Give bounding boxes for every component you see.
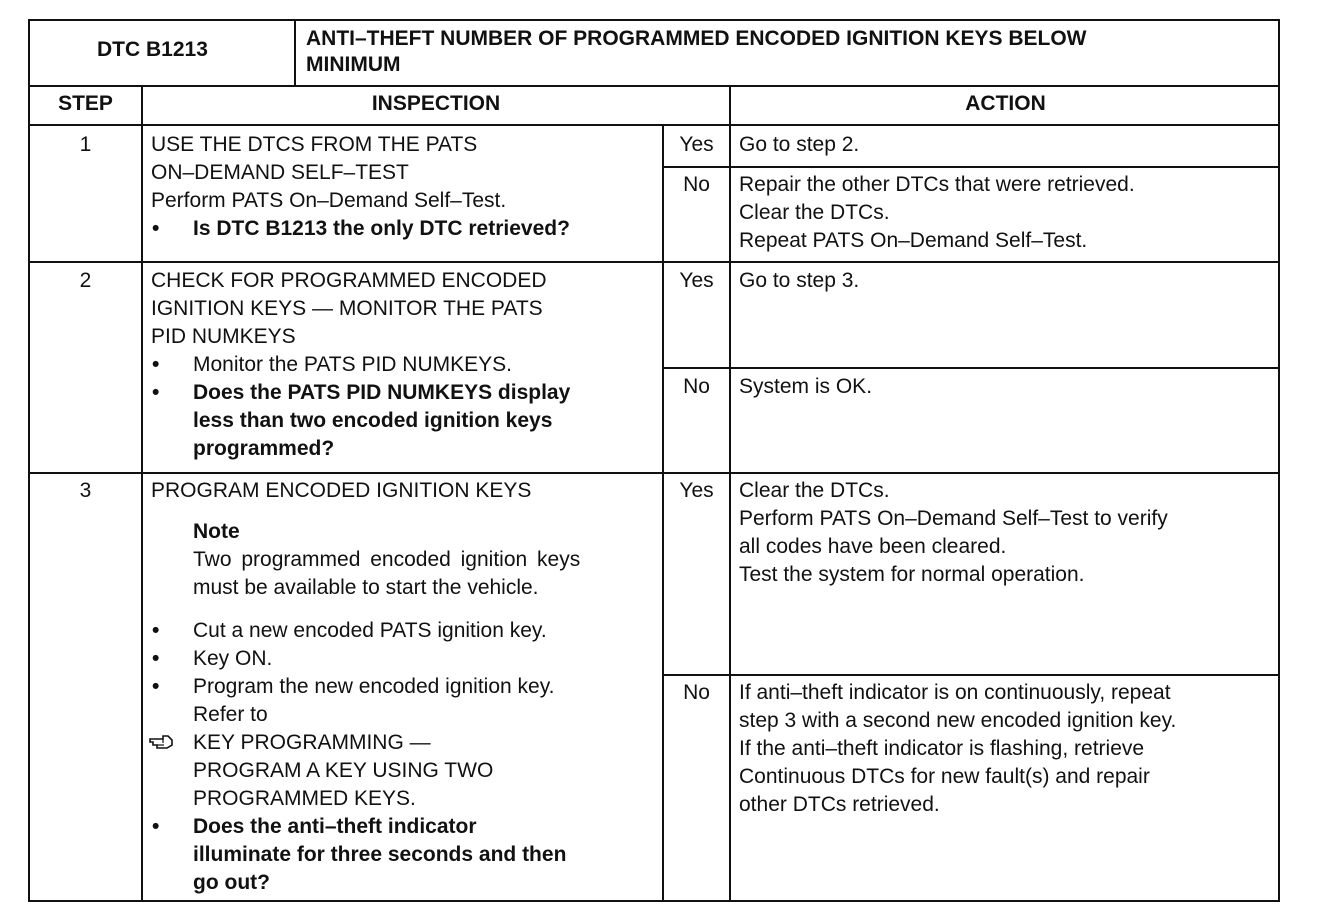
step-2-line2: IGNITION KEYS — MONITOR THE PATS bbox=[151, 297, 543, 320]
step-2-yes-label: Yes bbox=[679, 269, 714, 292]
step-3-note-2: must be available to start the vehicle. bbox=[193, 576, 539, 599]
step-3-item-1: Cut a new encoded PATS ignition key. bbox=[193, 619, 547, 642]
step-2-question-2: less than two encoded ignition keys bbox=[193, 409, 553, 432]
step-1-line1: USE THE DTCS FROM THE PATS bbox=[151, 133, 478, 156]
step-3-no-action-1: If anti–theft indicator is on continuously, repeat bbox=[739, 681, 1171, 704]
step-1-yes-action: Go to step 2. bbox=[739, 133, 860, 156]
step-3-no-action-5: other DTCs retrieved. bbox=[739, 793, 940, 816]
step-1-no-label: No bbox=[683, 173, 710, 196]
rule-step1 bbox=[28, 261, 1280, 263]
step-3-item-3: Program the new encoded ignition key. bbox=[193, 675, 555, 698]
step-3-yes-action-3: all codes have been cleared. bbox=[739, 535, 1007, 558]
step-3-yes-action-4: Test the system for normal operation. bbox=[739, 563, 1085, 586]
step-3-note-1: Two programmed encoded ignition keys bbox=[193, 548, 581, 571]
col-action: ACTION bbox=[965, 92, 1046, 115]
rule-step2 bbox=[28, 472, 1280, 474]
step-1-no-action-2: Clear the DTCs. bbox=[739, 201, 890, 224]
step-2-bullet-2: • bbox=[152, 381, 160, 404]
rule-yesno-col bbox=[662, 124, 664, 902]
step-3-yes-action-1: Clear the DTCs. bbox=[739, 479, 890, 502]
page-title-line1: ANTI–THEFT NUMBER OF PROGRAMMED ENCODED IGNITION KEYS BELOW bbox=[306, 27, 1087, 50]
step-3-no-label: No bbox=[683, 681, 710, 704]
step-3-no-action-3: If the anti–theft indicator is flashing, retrieve bbox=[739, 737, 1145, 760]
step-3-question-2: illuminate for three seconds and then bbox=[193, 843, 567, 866]
step-3-bullet-3: • bbox=[152, 675, 160, 698]
rule-action-col bbox=[729, 85, 731, 902]
step-3-no-action-4: Continuous DTCs for new fault(s) and repair bbox=[739, 765, 1150, 788]
col-inspection: INSPECTION bbox=[371, 92, 501, 115]
step-1-number: 1 bbox=[79, 133, 92, 156]
step-3-reference-1[interactable]: KEY PROGRAMMING — bbox=[193, 731, 431, 754]
step-2-question-1: Does the PATS PID NUMKEYS display bbox=[193, 381, 571, 404]
step-1-no-action-3: Repeat PATS On–Demand Self–Test. bbox=[739, 229, 1088, 252]
step-2-number: 2 bbox=[79, 269, 92, 292]
rule-step3-yesno bbox=[662, 674, 1280, 676]
rule-colheads bbox=[28, 124, 1280, 126]
step-3-bullet-2: • bbox=[152, 647, 160, 670]
step-3-question-1: Does the anti–theft indicator bbox=[193, 815, 477, 838]
step-2-line1: CHECK FOR PROGRAMMED ENCODED bbox=[151, 269, 547, 292]
step-3-yes-action-2: Perform PATS On–Demand Self–Test to verify bbox=[739, 507, 1168, 530]
step-2-question-3: programmed? bbox=[193, 437, 335, 460]
step-3-title: PROGRAM ENCODED IGNITION KEYS bbox=[151, 479, 532, 502]
step-3-question-3: go out? bbox=[193, 871, 270, 894]
step-3-reference-3[interactable]: PROGRAMMED KEYS. bbox=[193, 787, 416, 810]
step-2-monitor: Monitor the PATS PID NUMKEYS. bbox=[193, 353, 512, 376]
step-2-no-label: No bbox=[683, 375, 710, 398]
rule-step-col bbox=[141, 85, 143, 902]
step-1-question: Is DTC B1213 the only DTC retrieved? bbox=[193, 217, 570, 240]
col-step: STEP bbox=[58, 92, 113, 115]
rule-step1-yesno bbox=[662, 166, 1280, 168]
rule-header bbox=[28, 85, 1280, 87]
step-1-yes-label: Yes bbox=[679, 133, 714, 156]
step-3-note-label: Note bbox=[193, 520, 240, 543]
step-3-number: 3 bbox=[79, 479, 92, 502]
step-3-bullet-4: • bbox=[152, 815, 160, 838]
page-title-line2: MINIMUM bbox=[306, 53, 401, 76]
step-2-line3: PID NUMKEYS bbox=[151, 325, 296, 348]
step-1-line2: ON–DEMAND SELF–TEST bbox=[151, 161, 409, 184]
step-3-yes-label: Yes bbox=[679, 479, 714, 502]
step-1-no-action-1: Repair the other DTCs that were retrieved. bbox=[739, 173, 1135, 196]
step-3-reference-2[interactable]: PROGRAM A KEY USING TWO bbox=[193, 759, 494, 782]
step-3-refer-to: Refer to bbox=[193, 703, 268, 726]
step-2-no-action: System is OK. bbox=[739, 375, 873, 398]
dtc-code: DTC B1213 bbox=[97, 38, 208, 61]
pointing-hand-icon bbox=[149, 735, 173, 749]
step-1-line3: Perform PATS On–Demand Self–Test. bbox=[151, 189, 507, 212]
rule-step2-yesno bbox=[662, 367, 1280, 369]
step-3-no-action-2: step 3 with a second new encoded ignition key. bbox=[739, 709, 1177, 732]
step-1-bullet: • bbox=[152, 217, 160, 240]
rule-header-split bbox=[294, 19, 296, 86]
step-2-bullet-1: • bbox=[152, 353, 160, 376]
step-3-item-2: Key ON. bbox=[193, 647, 273, 670]
step-2-yes-action: Go to step 3. bbox=[739, 269, 860, 292]
step-3-bullet-1: • bbox=[152, 619, 160, 642]
